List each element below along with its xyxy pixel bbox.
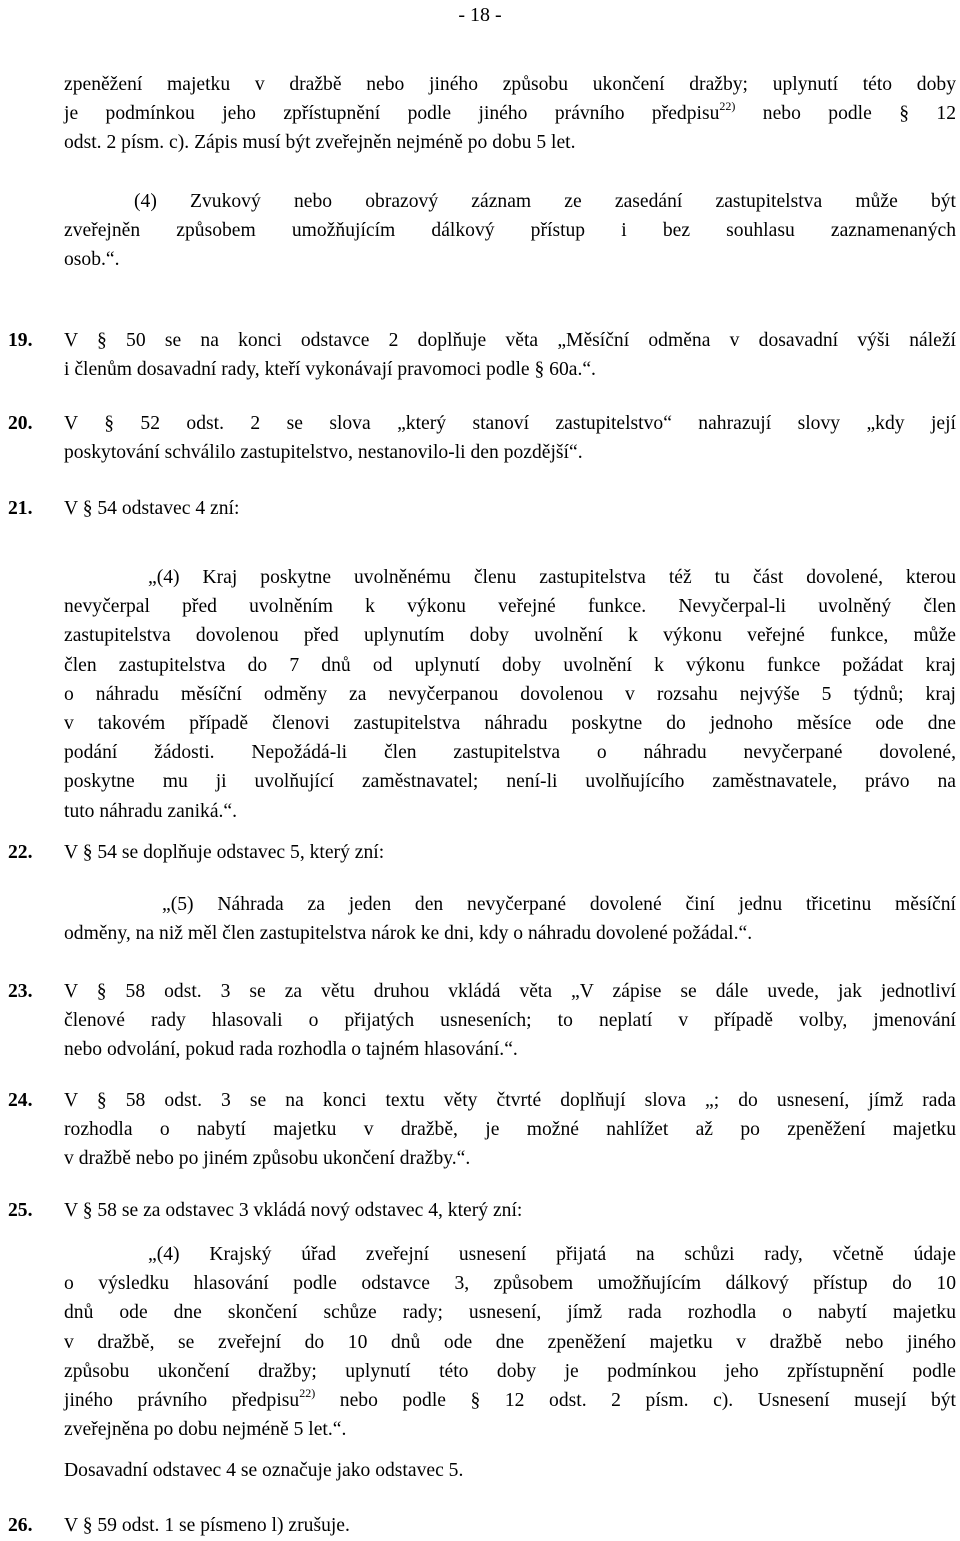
item-21 — [64, 494, 956, 523]
text-line: „(4) Kraj poskytne uvolněnému členu zastupitelstva též tu část dovolené, kterou — [148, 567, 956, 588]
text-line: V § 50 se na konci odstavce 2 doplňuje věta „Měsíční odměna v dosavadní výši náleží — [64, 330, 956, 351]
text-line: V § 59 odst. 1 se písmeno l) zrušuje. — [64, 1515, 350, 1536]
quoted-paragraph-21 — [64, 563, 956, 826]
text-line: (4) Zvukový nebo obrazový záznam ze zasedání zastupitelstva může být — [134, 191, 956, 212]
item-number: 21. — [8, 498, 33, 519]
text-line: odst. 2 písm. c). Zápis musí být zveřejněn nejméně po dobu 5 let. — [64, 132, 576, 154]
text-line: odměny, na niž měl člen zastupitelstva nárok ke dni, kdy o náhradu dovolené požádal.“. — [64, 923, 753, 945]
text-line: V § 54 se doplňuje odstavec 5, který zní: — [64, 842, 385, 863]
continuation-paragraph — [64, 70, 956, 158]
text-line: člen zastupitelstva do 7 dnů od uplynutí doby uvolnění k výkonu funkce požádat kraj — [64, 654, 956, 676]
text-line: osob.“. — [64, 249, 120, 271]
text-line: v dražbě, se zveřejní do 10 dnů ode dne zpeněžení majetku v dražbě nebo jiného — [64, 1331, 956, 1353]
text-line: rozhodla o nabytí majetku v dražbě, je možné nahlížet až po zpeněžení majetku — [64, 1119, 956, 1141]
text-fragment: jiného právního předpisu — [64, 1389, 300, 1411]
text-line: zveřejněn způsobem umožňujícím dálkový přístup i bez souhlasu zaznamenaných — [64, 220, 956, 242]
item-number: 20. — [8, 413, 33, 434]
item-22 — [64, 838, 956, 867]
text-line: V § 58 odst. 3 se za větu druhou vkládá věta „V zápise se dále uvede, jak jednotliví — [64, 981, 956, 1002]
text-line: zpeněžení majetku v dražbě nebo jiného způsobu ukončení dražby; uplynutí této doby — [64, 74, 956, 95]
footnote-ref: 22) — [299, 1385, 316, 1400]
text-line: způsobu ukončení dražby; uplynutí této doby je podmínkou jeho zpřístupnění podle — [64, 1360, 956, 1382]
item-25-tail — [64, 1456, 956, 1485]
text-line: i členům dosavadní rady, kteří vykonávají pravomoci podle § 60a.“. — [64, 359, 596, 381]
item-number: 26. — [8, 1515, 33, 1536]
text-line: Dosavadní odstavec 4 se označuje jako odstavec 5. — [64, 1460, 464, 1481]
item-24 — [64, 1086, 956, 1174]
text-line: dnů ode dne skončení schůze rady; usnesení, jímž rada rozhodla o nabytí majetku — [64, 1302, 956, 1324]
text-line: tuto náhradu zaniká.“. — [64, 800, 238, 822]
text-line: členové rady hlasovali o přijatých usneseních; to neplatí v případě volby, jmenování — [64, 1010, 956, 1032]
item-26 — [64, 1511, 956, 1540]
text-line: „(4) Krajský úřad zveřejní usnesení přijatá na schůzi rady, včetně údaje — [148, 1244, 956, 1265]
item-number: 25. — [8, 1200, 33, 1221]
quoted-paragraph-25 — [64, 1240, 956, 1444]
item-number: 23. — [8, 981, 33, 1002]
text-line: nebo odvolání, pokud rada rozhodla o tajném hlasování.“. — [64, 1039, 518, 1061]
text-line: poskytne mu ji uvolňující zaměstnavatel; není-li uvolňujícího zaměstnavatele, právo na — [64, 771, 956, 793]
item-19 — [64, 326, 956, 384]
text-line: V § 52 odst. 2 se slova „který stanoví zastupitelstvo“ nahrazují slovy „kdy její — [64, 413, 956, 434]
text-fragment: je podmínkou jeho zpřístupnění podle jiného právního předpisu — [64, 103, 720, 125]
text-fragment: nebo podle § 12 odst. 2 písm. c). Usnesení musejí být — [339, 1389, 956, 1411]
text-line: V § 58 odst. 3 se na konci textu věty čtvrté doplňují slova „; do usnesení, jímž rada — [64, 1090, 956, 1111]
text-line: podání žádosti. Nepožádá-li člen zastupitelstva o náhradu nevyčerpané dovolené, — [64, 742, 956, 764]
text-line: o náhradu měsíční odměny za nevyčerpanou dovolenou v rozsahu nejvýše 5 týdnů; kraj — [64, 683, 956, 705]
item-23 — [64, 977, 956, 1065]
text-line: „(5) Náhrada za jeden den nevyčerpané dovolené činí jednu třicetinu měsíční — [162, 894, 956, 915]
item-number: 24. — [8, 1090, 33, 1111]
footnote-ref: 22) — [719, 99, 736, 114]
text-line: V § 54 odstavec 4 zní: — [64, 498, 240, 519]
item-25 — [64, 1196, 956, 1225]
item-20 — [64, 409, 956, 467]
text-line: nevyčerpal před uvolněním k výkonu veřejné funkce. Nevyčerpal-li uvolněný člen — [64, 596, 956, 618]
text-line — [64, 99, 956, 128]
item-number: 22. — [8, 842, 33, 863]
text-line: zveřejněna po dobu nejméně 5 let.“. — [64, 1419, 347, 1441]
page-number: - 18 - — [458, 4, 502, 26]
text-line: zastupitelstva dovolenou před uplynutím doby uvolnění k výkonu veřejné funkce, může — [64, 625, 956, 647]
paragraph-4 — [64, 187, 956, 275]
text-line: v dražbě nebo po jiném způsobu ukončení dražby.“. — [64, 1148, 471, 1170]
text-line: V § 58 se za odstavec 3 vkládá nový odstavec 4, který zní: — [64, 1200, 523, 1221]
item-number: 19. — [8, 330, 33, 351]
text-line — [64, 1386, 956, 1415]
text-line: poskytování schválilo zastupitelstvo, nestanovilo-li den pozdější“. — [64, 442, 583, 464]
text-fragment: nebo podle § 12 — [762, 103, 956, 125]
text-line: o výsledku hlasování podle odstavce 3, způsobem umožňujícím dálkový přístup do 10 — [64, 1273, 956, 1295]
quoted-paragraph-22 — [64, 890, 956, 948]
text-line: v takovém případě členovi zastupitelstva náhradu poskytne do jednoho měsíce ode dne — [64, 712, 956, 734]
